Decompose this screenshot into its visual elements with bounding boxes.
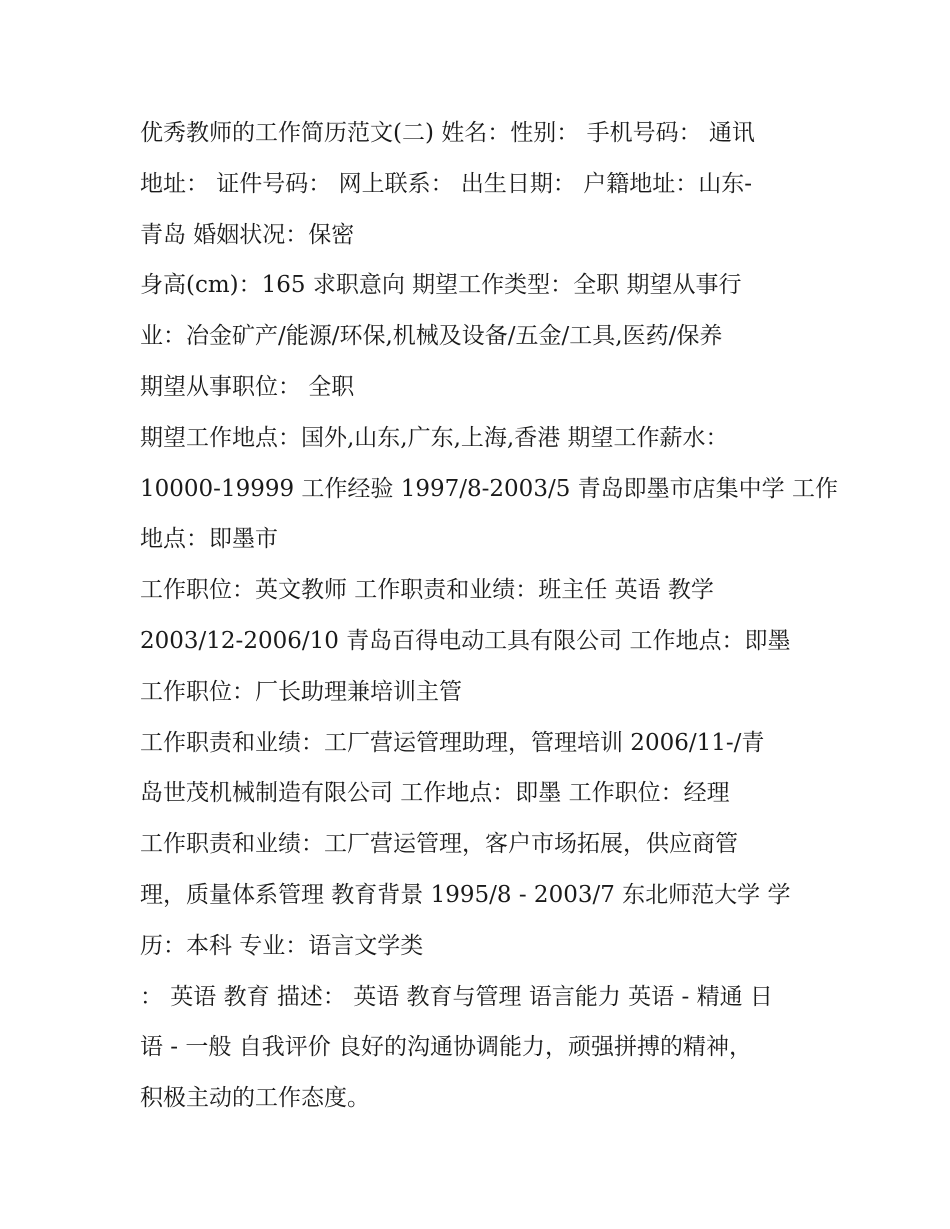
text-line: 工作职位：英文教师 工作职责和业绩：班主任 英语 教学 <box>140 577 714 604</box>
text-line: 理，质量体系管理 教育背景 1995/8 - 2003/7 东北师范大学 学 <box>140 881 791 908</box>
text-line: 身高(cm)：165 求职意向 期望工作类型：全职 期望从事行 <box>140 272 742 299</box>
text-line: 工作职位：厂长助理兼培训主管 <box>140 678 462 705</box>
resume-text <box>140 108 838 1124</box>
text-line: ： 英语 教育 描述： 英语 教育与管理 语言能力 英语 - 精通 日 <box>140 983 773 1010</box>
text-line: 积极主动的工作态度。 <box>140 1085 370 1112</box>
text-line: 地址： 证件号码： 网上联系： 出生日期： 户籍地址：山东- <box>140 170 753 197</box>
text-line: 10000-19999 工作经验 1997/8-2003/5 青岛即墨市店集中学 工作 <box>140 475 838 502</box>
text-line: 青岛 婚姻状况：保密 <box>140 221 355 248</box>
text-line: 历：本科 专业：语言文学类 <box>140 932 424 959</box>
text-line: 期望从事职位： 全职 <box>140 373 355 400</box>
text-line: 业：冶金矿产/能源/环保,机械及设备/五金/工具,医药/保养 <box>140 323 723 350</box>
text-line: 地点：即墨市 <box>140 526 278 553</box>
text-line: 工作职责和业绩：工厂营运管理助理，管理培训 2006/11-/青 <box>140 729 765 756</box>
text-line: 期望工作地点：国外,山东,广东,上海,香港 期望工作薪水： <box>140 424 729 451</box>
text-line: 岛世茂机械制造有限公司 工作地点：即墨 工作职位：经理 <box>140 780 730 807</box>
text-line: 工作职责和业绩：工厂营运管理，客户市场拓展，供应商管 <box>140 831 738 858</box>
text-line: 优秀教师的工作简历范文(二) 姓名：性别： 手机号码： 通讯 <box>140 120 755 146</box>
text-line: 2003/12-2006/10 青岛百得电动工具有限公司 工作地点：即墨 <box>140 627 791 654</box>
text-line: 语 - 一般 自我评价 良好的沟通协调能力，顽强拼搏的精神， <box>140 1034 753 1061</box>
